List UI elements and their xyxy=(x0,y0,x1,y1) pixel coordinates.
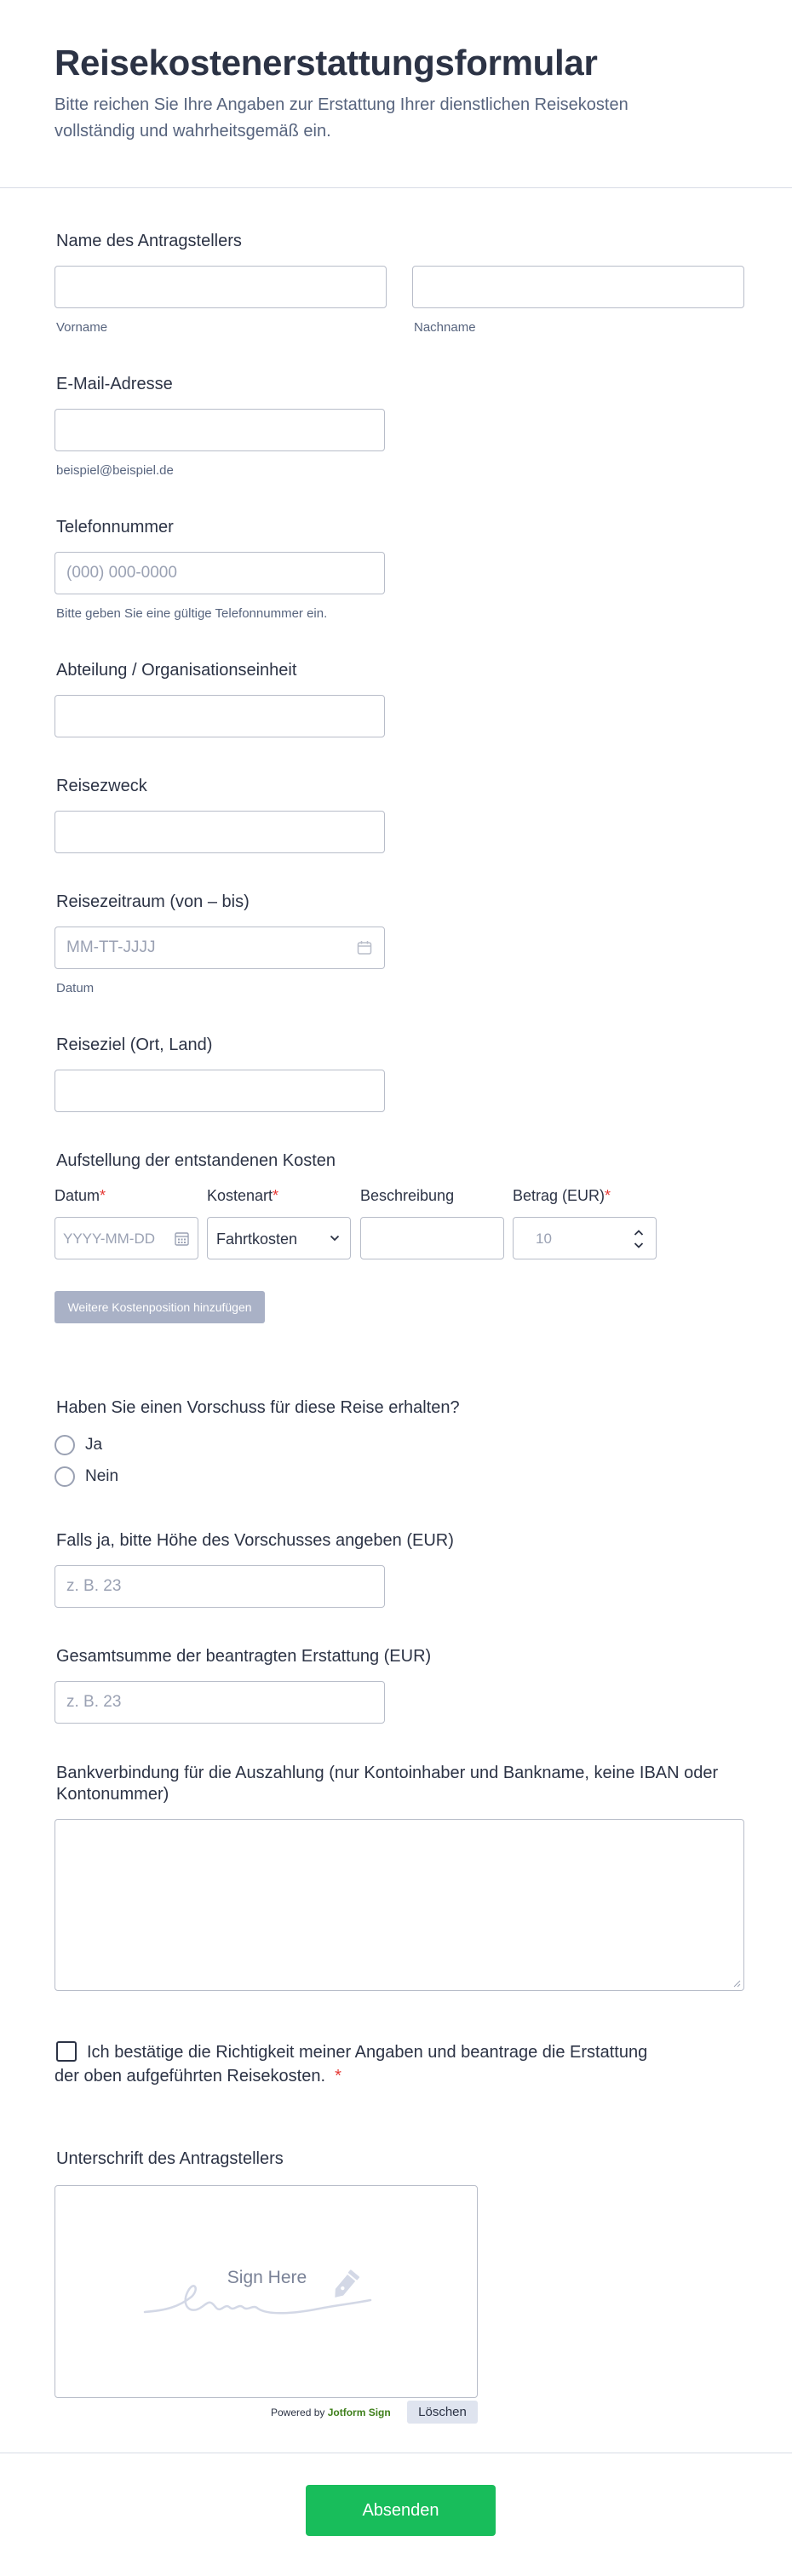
costs-label: Aufstellung der entstandenen Kosten xyxy=(56,1151,336,1170)
total-label: Gesamtsumme der beantragten Erstattung (EUR) xyxy=(56,1647,432,1666)
period-date-input[interactable] xyxy=(55,927,385,969)
stepper-arrows-icon[interactable] xyxy=(634,1228,644,1250)
bank-label: Bankverbindung für die Auszahlung (nur Kontoinhaber und Bankname, keine IBAN oder Kontonummer) xyxy=(56,1764,719,1804)
resize-handle-icon[interactable] xyxy=(732,1979,741,1988)
sign-here-text: Sign Here xyxy=(227,2268,307,2287)
bank-textarea[interactable] xyxy=(55,1819,744,1991)
cost-date-input[interactable] xyxy=(55,1217,198,1259)
col-date-header xyxy=(55,1187,106,1205)
form-title: Reisekostenerstattungsformular xyxy=(55,43,598,83)
advance-label: Haben Sie einen Vorschuss für diese Reise erhalten? xyxy=(56,1398,460,1417)
submit-button[interactable]: Absenden xyxy=(306,2485,496,2536)
email-label: E-Mail-Adresse xyxy=(56,375,173,393)
col-type-text: Kostenart xyxy=(207,1187,273,1204)
last-name-sublabel: Nachname xyxy=(414,320,476,335)
email-sublabel: beispiel@beispiel.de xyxy=(56,463,174,478)
signature-pad[interactable] xyxy=(55,2185,478,2398)
period-placeholder: MM-TT-JJJJ xyxy=(66,938,156,956)
signature-label: Unterschrift des Antragstellers xyxy=(56,2149,284,2168)
purpose-label: Reisezweck xyxy=(56,777,147,795)
phone-label: Telefonnummer xyxy=(56,518,174,536)
jotform-sign-link[interactable]: Jotform Sign xyxy=(327,2407,391,2418)
form-subtitle: Bitte reichen Sie Ihre Angaben zur Erstattung Ihrer dienstlichen Reisekosten vollständig und wahrheitsgemäß ein. xyxy=(55,95,628,141)
col-amount-header xyxy=(513,1187,611,1205)
cost-description-input[interactable] xyxy=(360,1217,504,1259)
advance-amount-placeholder: z. B. 23 xyxy=(66,1577,122,1595)
required-mark: * xyxy=(100,1187,106,1204)
col-amount-text: Betrag (EUR) xyxy=(513,1187,605,1204)
last-name-input[interactable] xyxy=(412,266,744,308)
phone-placeholder: (000) 000-0000 xyxy=(66,564,177,582)
purpose-input[interactable] xyxy=(55,811,385,853)
email-input[interactable] xyxy=(55,409,385,451)
department-label: Abteilung / Organisationseinheit xyxy=(56,661,297,680)
chevron-down-icon xyxy=(330,1235,340,1242)
required-mark: * xyxy=(273,1187,279,1204)
department-input[interactable] xyxy=(55,695,385,737)
col-date-text: Datum xyxy=(55,1187,100,1204)
advance-no-radio[interactable] xyxy=(55,1466,75,1487)
total-placeholder: z. B. 23 xyxy=(66,1693,122,1711)
powered-by-text: Powered by xyxy=(271,2407,325,2418)
required-mark: * xyxy=(335,2067,341,2085)
col-type-header xyxy=(207,1187,278,1205)
advance-amount-input[interactable] xyxy=(55,1565,385,1608)
destination-input[interactable] xyxy=(55,1070,385,1112)
header-divider xyxy=(0,187,792,188)
required-mark: * xyxy=(605,1187,611,1204)
cost-amount-input[interactable] xyxy=(513,1217,657,1259)
total-input[interactable] xyxy=(55,1681,385,1724)
advance-amount-label: Falls ja, bitte Höhe des Vorschusses angeben (EUR) xyxy=(56,1531,454,1550)
calendar-icon[interactable] xyxy=(357,940,372,955)
cost-type-value: Fahrtkosten xyxy=(216,1231,298,1248)
col-desc-header: Beschreibung xyxy=(360,1187,455,1204)
period-label: Reisezeitraum (von – bis) xyxy=(56,892,250,911)
powered-by xyxy=(271,2407,391,2418)
advance-yes-radio[interactable] xyxy=(55,1435,75,1455)
confirm-text: Ich bestätige die Richtigkeit meiner Angaben und beantrage die Erstattung der oben aufgeführten Reisekosten. xyxy=(55,2043,648,2085)
advance-no-label: Nein xyxy=(85,1467,119,1485)
cost-date-placeholder: YYYY-MM-DD xyxy=(63,1231,155,1247)
add-cost-item-button[interactable]: Weitere Kostenposition hinzufügen xyxy=(55,1291,265,1323)
cost-amount-placeholder: 10 xyxy=(536,1231,552,1247)
phone-sublabel: Bitte geben Sie eine gültige Telefonnummer ein. xyxy=(56,606,328,621)
clear-signature-button[interactable]: Löschen xyxy=(407,2401,478,2424)
destination-label: Reiseziel (Ort, Land) xyxy=(56,1036,213,1054)
phone-input[interactable] xyxy=(55,552,385,594)
first-name-sublabel: Vorname xyxy=(56,320,108,335)
confirm-label xyxy=(55,2040,651,2088)
advance-yes-label: Ja xyxy=(85,1436,103,1454)
first-name-input[interactable] xyxy=(55,266,387,308)
period-sublabel: Datum xyxy=(56,981,95,995)
name-label: Name des Antragstellers xyxy=(56,232,242,250)
calendar-grid-icon[interactable] xyxy=(175,1231,189,1246)
cost-type-select[interactable] xyxy=(207,1217,351,1259)
